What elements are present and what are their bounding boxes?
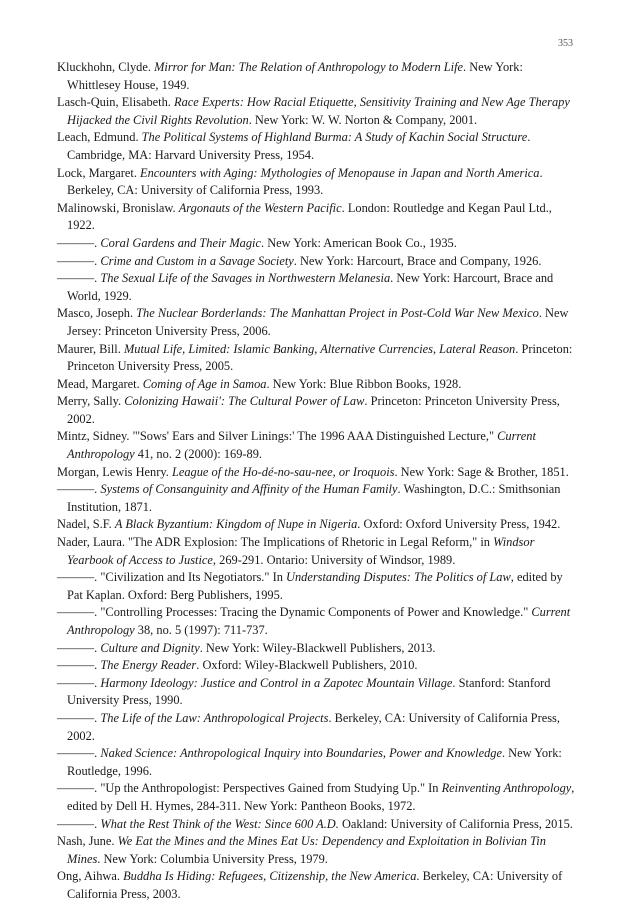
entry-title: The Life of the Law: Anthropological Projects <box>100 710 329 725</box>
bibliography-entry <box>57 376 577 394</box>
entry-author: ———. <box>57 816 101 831</box>
bibliography-entry <box>57 129 577 164</box>
entry-publication: , edited by Pat Kaplan. Oxford: Berg Publishers, 1995. <box>67 570 563 602</box>
bibliography-entry <box>57 253 577 271</box>
entry-publication: . New York: Blue Ribbon Books, 1928. <box>266 376 462 391</box>
entry-publication: . New York: Harcourt, Brace and World, 1929. <box>67 271 554 303</box>
entry-author: Nader, Laura. "The ADR Explosion: The Implications of Rhetoric in Legal Reform," in <box>57 535 494 550</box>
entry-title: Buddha Is Hiding: Refugees, Citizenship, the New America <box>123 869 417 884</box>
entry-title: Coral Gardens and Their Magic <box>100 235 261 250</box>
bibliography-entry <box>57 59 577 94</box>
entry-publication: Oakland: University of California Press, 2015. <box>338 816 573 831</box>
entry-author: ———. "Civilization and Its Negotiators." In <box>57 570 286 585</box>
entry-title: We Eat the Mines and the Mines Eat Us: Dependency and Exploitation in Bolivian Tin Mines <box>67 834 546 866</box>
entry-author: Lock, Margaret. <box>57 165 141 180</box>
entry-title: What the Rest Think of the West: Since 600 A.D. <box>100 816 339 831</box>
entry-author: ———. <box>57 253 101 268</box>
entry-publication: , 269-291. Ontario: University of Windsor, 1989. <box>212 552 456 567</box>
bibliography-entry <box>57 604 577 639</box>
entry-title: Encounters with Aging: Mythologies of Menopause in Japan and North America <box>140 165 540 180</box>
entry-publication: . New Jersey: Princeton University Press, 2006. <box>67 306 569 338</box>
entry-author: ———. <box>57 746 101 761</box>
entry-author: ———. <box>57 675 101 690</box>
bibliography-entry <box>57 270 577 305</box>
entry-publication: . Berkeley, CA: University of California Press, 1993. <box>67 165 543 198</box>
entry-publication: . New York: Columbia University Press, 1979. <box>97 851 328 866</box>
entry-author: Malinowski, Bronislaw. <box>57 200 179 215</box>
entry-title: Naked Science: Anthropological Inquiry into Boundaries, Power and Knowledge <box>100 746 502 761</box>
entry-title: Reinventing Anthropology <box>441 781 572 796</box>
entry-title: A Black Byzantium: Kingdom of Nupe in Nigeria <box>114 517 358 532</box>
entry-publication: . Oxford: Wiley-Blackwell Publishers, 2010. <box>196 658 418 673</box>
bibliography-entry <box>57 341 577 376</box>
entry-title: Mirror for Man: The Relation of Anthropology to Modern Life <box>154 60 464 74</box>
page-number: 353 <box>558 38 573 49</box>
entry-publication: . New York: Whittlesey House, 1949. <box>67 60 523 92</box>
entry-publication: . New York: W. W. Norton & Company, 2001. <box>248 112 478 127</box>
bibliography-entry <box>57 481 577 516</box>
bibliography-entry <box>57 305 577 340</box>
entry-publication: . Oxford: Oxford University Press, 1942. <box>357 517 561 532</box>
bibliography-entry <box>57 165 577 200</box>
entry-title: Colonizing Hawaii': The Cultural Power of Law <box>124 394 365 409</box>
entry-author: Mead, Margaret. <box>57 376 143 391</box>
entry-publication: 38, no. 5 (1997): 711-737. <box>134 623 268 637</box>
entry-author: ———. <box>57 271 101 286</box>
entry-title: Crime and Custom in a Savage Society <box>100 253 294 268</box>
bibliography-entry <box>57 816 577 834</box>
entry-author: Morgan, Lewis Henry. <box>57 464 172 479</box>
bibliography-entry <box>57 200 577 235</box>
entry-publication: . Cambridge, MA: Harvard University Press, 1954. <box>67 130 531 162</box>
bibliography-entry <box>57 235 577 253</box>
bibliography-entry <box>57 780 577 815</box>
entry-author: Maurer, Bill. <box>57 341 124 356</box>
entry-title: Coming of Age in Samoa <box>142 376 267 391</box>
bibliography-entry <box>57 428 577 463</box>
entry-title: Race Experts: How Racial Etiquette, Sensitivity Training and New Age Therapy Hijacked the Civil Rights Revolution <box>67 95 570 127</box>
entry-title: Windsor Yearbook of Access to Justice <box>67 535 535 567</box>
entry-title: The Nuclear Borderlands: The Manhattan Project in Post-Cold War New Mexico <box>136 306 539 321</box>
bibliography-entry <box>57 657 577 675</box>
entry-title: Harmony Ideology: Justice and Control in a Zapotec Mountain Village <box>100 675 453 690</box>
entry-publication: . Washington, D.C.: Smithsonian Institution, 1871. <box>67 482 561 514</box>
bibliography-entry <box>57 745 577 780</box>
bibliography-entry <box>57 569 577 604</box>
bibliography-entry <box>57 464 577 482</box>
entry-publication: . New York: Harcourt, Brace and Company, 1926. <box>293 253 542 268</box>
entry-author: ———. "Controlling Processes: Tracing the Dynamic Components of Power and Knowledge." <box>57 605 532 620</box>
entry-publication: . Berkeley, CA: University of California Press, 2003. <box>67 869 563 901</box>
entry-title: Understanding Disputes: The Politics of Law <box>286 570 511 585</box>
entry-author: ———. <box>57 482 101 497</box>
entry-title: League of the Ho-dé-no-sau-nee, or Iroquois <box>171 464 395 479</box>
bibliography-entry <box>57 393 577 428</box>
bibliography-entry <box>57 710 577 745</box>
bibliography-entry <box>57 675 577 710</box>
entry-author: ———. <box>57 235 101 250</box>
entry-author: ———. <box>57 658 101 673</box>
entry-author: Leach, Edmund. <box>57 130 142 145</box>
entry-publication: . New York: Sage & Brother, 1851. <box>394 464 569 479</box>
entry-author: Masco, Joseph. <box>57 306 137 321</box>
entry-title: Current Anthropology <box>67 605 571 637</box>
entry-author: Merry, Sally. <box>57 394 125 409</box>
entry-author: Nadel, S.F. <box>57 517 115 532</box>
entry-publication: . Princeton: Princeton University Press, 2002. <box>67 394 560 426</box>
bibliography-entry <box>57 868 577 903</box>
entry-publication: . New York: Routledge, 1996. <box>67 746 562 778</box>
entry-title: Systems of Consanguinity and Affinity of the Human Family <box>100 482 398 497</box>
entry-title: The Political Systems of Highland Burma: A Study of Kachin Social Structure <box>141 130 528 145</box>
entry-title: The Sexual Life of the Savages in Northwestern Melanesia <box>100 271 391 286</box>
entry-author: Mintz, Sidney. "'Sows' Ears and Silver Linings:' The 1996 AAA Distinguished Lecture," <box>57 429 498 444</box>
bibliography-entry <box>57 833 577 868</box>
entry-title: The Energy Reader <box>100 658 197 673</box>
entry-author: ———. <box>57 710 101 725</box>
entry-publication: 41, no. 2 (2000): 169-89. <box>134 447 263 462</box>
bibliography-entry <box>57 534 577 569</box>
entry-publication: . New York: Wiley-Blackwell Publishers, 2013. <box>199 640 436 655</box>
entry-author: Lasch-Quin, Elisabeth. <box>57 95 174 110</box>
entry-title: Argonauts of the Western Pacific <box>178 200 342 215</box>
entry-title: Current Anthropology <box>67 429 536 462</box>
entry-publication: . New York: American Book Co., 1935. <box>261 235 457 250</box>
bibliography-list <box>57 59 577 904</box>
entry-title: Culture and Dignity <box>100 640 200 655</box>
entry-author: Kluckhohn, Clyde. <box>57 60 155 74</box>
entry-author: ———. "Up the Anthropologist: Perspectives Gained from Studying Up." In <box>57 781 442 796</box>
bibliography-entry <box>57 94 577 129</box>
entry-author: Ong, Aihwa. <box>57 869 124 884</box>
bibliography-entry <box>57 516 577 534</box>
bibliography-entry <box>57 640 577 658</box>
entry-author: ———. <box>57 640 101 655</box>
entry-title: Mutual Life, Limited: Islamic Banking, Alternative Currencies, Lateral Reason <box>123 341 516 356</box>
entry-publication: . Princeton: Princeton University Press, 2005. <box>67 341 573 374</box>
entry-publication: . Stanford: Stanford University Press, 1990. <box>67 675 551 708</box>
entry-publication: . London: Routledge and Kegan Paul Ltd., 1922. <box>67 200 552 233</box>
entry-publication: , edited by Dell H. Hymes, 284-311. New York: Pantheon Books, 1972. <box>67 781 575 813</box>
entry-publication: . Berkeley, CA: University of California Press, 2002. <box>67 710 560 743</box>
entry-author: Nash, June. <box>57 834 118 849</box>
